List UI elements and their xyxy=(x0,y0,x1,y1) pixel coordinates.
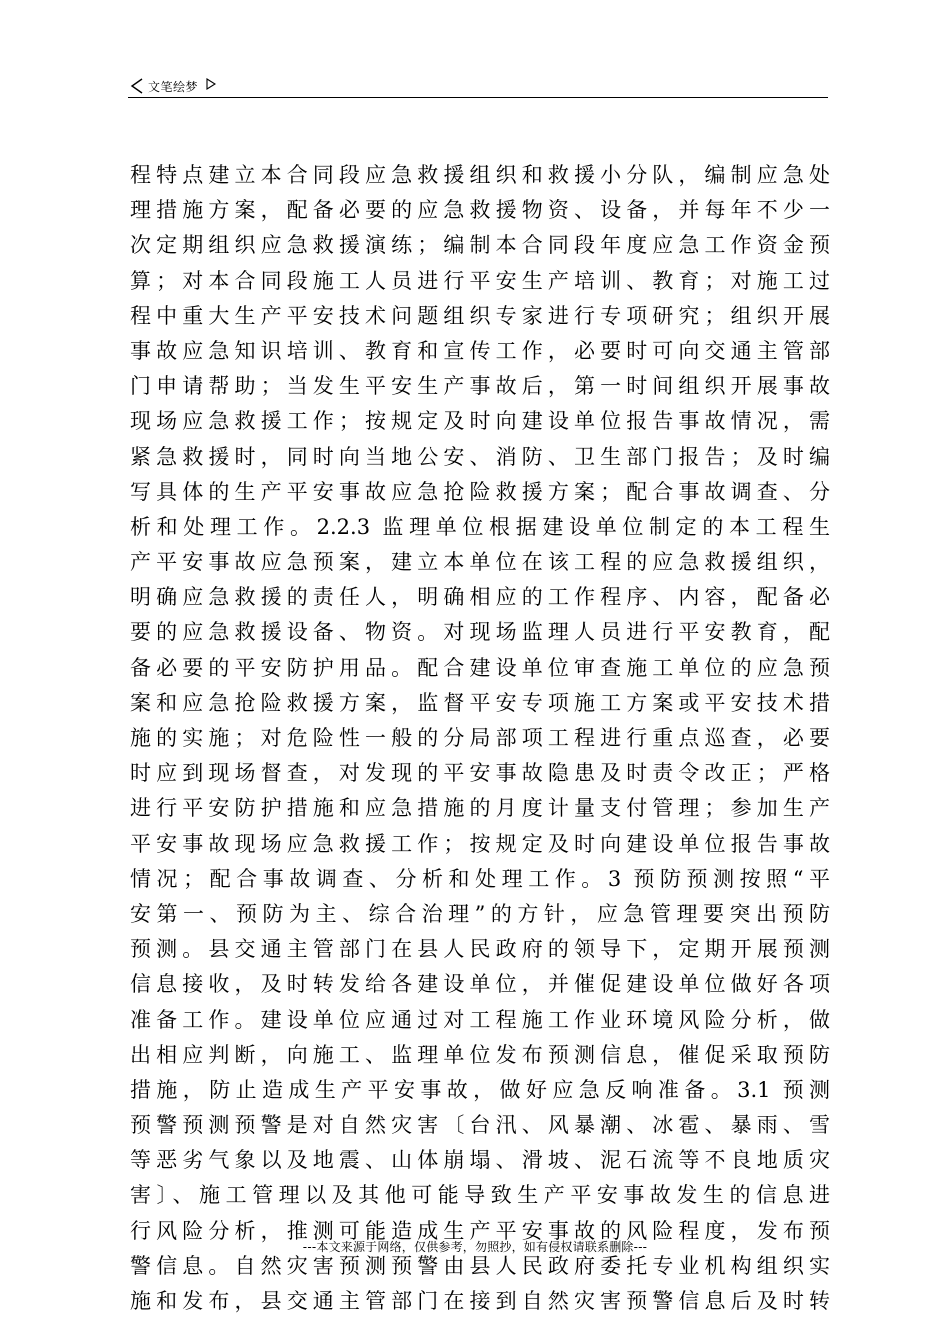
body-text-line: 害〕、施工管理以及其他可能导致生产平安事故发生的信息进 xyxy=(130,1183,830,1208)
body-text-line: 现场应急救援工作；按规定及时向建设单位报告事故情况，需 xyxy=(130,409,830,434)
header-divider xyxy=(128,97,828,98)
body-text-line: 产平安事故应急预案，建立本单位在该工程的应急救援组织， xyxy=(130,550,830,575)
body-text-line: 理措施方案，配备必要的应急救援物资、设备，并每年不少一 xyxy=(130,198,830,223)
body-text-line: 事故应急知识培训、教育和宣传工作，必要时可向交通主管部 xyxy=(130,338,830,363)
body-text-line: 程中重大生产平安技术问题组织专家进行专项研究；组织开展 xyxy=(130,303,830,328)
body-text-line: 出相应判断，向施工、监理单位发布预测信息，催促采取预防 xyxy=(130,1042,830,1067)
body-text-line: 等恶劣气象以及地震、山体崩塌、滑坡、泥石流等不良地质灾 xyxy=(130,1148,830,1173)
body-text-line: 行风险分析，推测可能造成生产平安事故的风险程度，发布预 xyxy=(130,1218,830,1243)
right-triangle-icon xyxy=(206,78,216,90)
body-text-line: 备必要的平安防护用品。配合建设单位审查施工单位的应急预 xyxy=(130,655,830,680)
header-title: 文笔绘梦 xyxy=(148,79,199,94)
footer-disclaimer: ---本文来源于网络，仅供参考，勿照抄，如有侵权请联系删除--- xyxy=(302,1240,648,1254)
body-text xyxy=(130,158,830,1319)
body-text-line: 信息接收，及时转发给各建设单位，并催促建设单位做好各项 xyxy=(130,972,830,997)
body-text-line: 析和处理工作。2.2.3 监理单位根据建设单位制定的本工程生 xyxy=(130,514,830,539)
body-text-line: 案和应急抢险救援方案，监督平安专项施工方案或平安技术措 xyxy=(130,690,830,715)
body-text-line: 平安事故现场应急救援工作；按规定及时向建设单位报告事故 xyxy=(130,831,830,856)
body-text-line: 警信息。自然灾害预测预警由县人民政府委托专业机构组织实 xyxy=(130,1253,830,1278)
body-text-line: 明确应急救援的责任人，明确相应的工作程序、内容，配备必 xyxy=(130,585,830,610)
body-text-line: 预测。县交通主管部门在县人民政府的领导下，定期开展预测 xyxy=(130,937,830,962)
body-text-line: 紧急救援时，同时向当地公安、消防、卫生部门报告；及时编 xyxy=(130,444,830,469)
body-text-line: 施和发布，县交通主管部门在接到自然灾害预警信息后及时转 xyxy=(130,1289,830,1313)
body-text-line: 施的实施；对危险性一般的分局部项工程进行重点巡查，必要 xyxy=(130,726,830,750)
body-text-line: 要的应急救援设备、物资。对现场监理人员进行平安教育，配 xyxy=(130,620,830,645)
body-text-line: 安第一、预防为主、综合治理”的方针，应急管理要突出预防 xyxy=(130,901,830,926)
body-text-line: 准备工作。建设单位应通过对工程施工作业环境风险分析，做 xyxy=(130,1007,830,1032)
body-text-line: 算；对本合同段施工人员进行平安生产培训、教育；对施工过 xyxy=(130,268,830,293)
page-header xyxy=(130,74,828,98)
body-text-line: 情况；配合事故调查、分析和处理工作。3 预防预测按照“平 xyxy=(130,866,830,891)
body-text-line: 进行平安防护措施和应急措施的月度计量支付管理；参加生产 xyxy=(130,796,830,821)
body-text-line: 门申请帮助；当发生平安生产事故后，第一时间组织开展事故 xyxy=(130,374,830,399)
body-text-line: 程特点建立本合同段应急救援组织和救援小分队，编制应急处 xyxy=(130,163,830,187)
body-text-line: 时应到现场督查，对发现的平安事故隐患及时责令改正；严格 xyxy=(130,761,830,786)
body-text-line: 措施，防止造成生产平安事故，做好应急反响准备。3.1 预测 xyxy=(130,1077,830,1102)
body-text-line: 次定期组织应急救援演练；编制本合同段年度应急工作资金预 xyxy=(130,233,830,258)
left-triangle-icon xyxy=(130,78,144,94)
body-text-line: 预警预测预警是对自然灾害〔台汛、风暴潮、冰雹、暴雨、雪 xyxy=(130,1113,830,1138)
body-text-line: 写具体的生产平安事故应急抢险救援方案；配合事故调查、分 xyxy=(130,479,830,504)
